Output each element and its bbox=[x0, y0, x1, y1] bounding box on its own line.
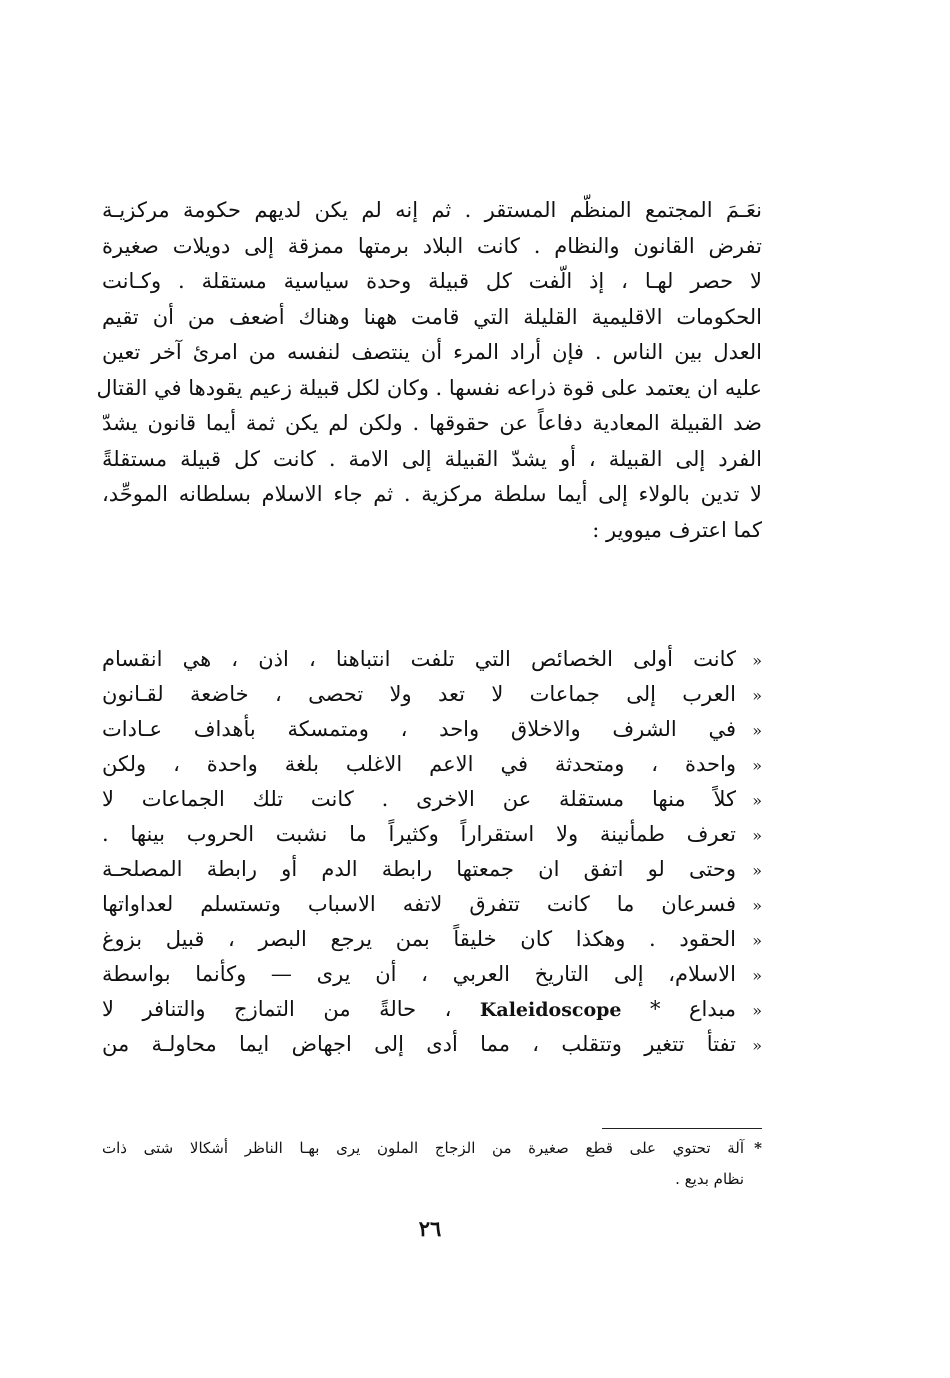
quote-mark: « bbox=[752, 1036, 762, 1055]
footnote-text: نظام بديع . bbox=[675, 1170, 744, 1188]
quote-mark: « bbox=[752, 931, 762, 950]
paragraph-line: تفرض القانون والنظام . كانت البلاد برمتها ممزقة إلى دويلات صغيرة bbox=[102, 233, 762, 258]
quote-text: وحتى لو اتفق ان جمعتها رابطة الدم أو رابطة المصلحـة bbox=[102, 857, 736, 881]
quote-text: في الشرف والاخلاق واحد ، ومتمسكة بأهداف عـادات bbox=[102, 717, 736, 741]
quote-line bbox=[102, 887, 762, 922]
quote-mark: « bbox=[752, 721, 762, 740]
quote-mark: « bbox=[752, 686, 762, 705]
paragraph-line: العدل بين الناس . فإن أراد المرء أن ينتصف لنفسه من امرئ آخر تعين bbox=[102, 340, 762, 364]
paragraph-line: نعَـمَ المجتمع المنظّم المستقر . ثم إنه لم يكن لديهم حكومة مركزيـة bbox=[102, 198, 762, 222]
main-paragraph bbox=[96, 193, 762, 548]
paragraph-line: عليه ان يعتمد على قوة ذراعه نفسها . وكان لكل قبيلة زعيم يقودها في القتال bbox=[96, 375, 762, 400]
quote-mark: « bbox=[752, 861, 762, 880]
quote-line bbox=[102, 782, 762, 817]
quote-mark: « bbox=[752, 791, 762, 810]
paragraph-line: لا حصر لهـا ، إذ الّفت كل قبيلة وحدة سياسية مستقلة . وكـانت bbox=[102, 269, 762, 293]
footnote bbox=[102, 1133, 762, 1195]
quote-line bbox=[102, 677, 762, 712]
quote-mark: « bbox=[752, 826, 762, 845]
quote-text: كلاً منها مستقلة عن الاخرى . كانت تلك الجماعات لا bbox=[102, 787, 736, 811]
quote-line bbox=[102, 817, 762, 852]
quote-text: ، حالةً من التمازج والتنافر لا bbox=[102, 997, 452, 1021]
latin-term: Kaleidoscope bbox=[479, 999, 622, 1021]
block-quote bbox=[102, 642, 762, 1062]
quote-text: تفتأ تتغير وتتقلب ، مما أدى إلى اجهاض ايما محاولـة من bbox=[102, 1032, 736, 1056]
paragraph-line: الحكومات الاقليمية القليلة التي قامت ههنا وهناك أضعف من أن تقيم bbox=[102, 304, 762, 329]
quote-line bbox=[102, 712, 762, 747]
paragraph-line: لا تدين بالولاء إلى أيما سلطة مركزية . ثم جاء الاسلام بسلطانه الموحِّد، bbox=[102, 482, 762, 506]
quote-text: الحقود . وهكذا كان خليقاً بمن يرجع البصر ، قبيل بزوغ bbox=[102, 927, 736, 951]
quote-line bbox=[102, 852, 762, 887]
quote-line bbox=[102, 957, 762, 992]
quote-text: فسرعان ما كانت تتفرق لاتفه الاسباب وتستسلم لعداواتها bbox=[102, 892, 736, 916]
quote-line bbox=[102, 1027, 762, 1062]
quote-line bbox=[102, 747, 762, 782]
footnote-line bbox=[102, 1133, 762, 1164]
footnote-star: * bbox=[754, 1139, 762, 1157]
quote-mark: « bbox=[752, 896, 762, 915]
paragraph-line: ضد القبيلة المعادية دفاعاً عن حقوقها . ولكن لم يكن ثمة أيما قانون يشدّ bbox=[102, 411, 762, 435]
quote-text: كانت أولى الخصائص التي تلفت انتباهنا ، اذن ، هي انقسام bbox=[102, 647, 736, 671]
quote-text: تعرف طمأنينة ولا استقراراً وكثيراً ما نشبت الحروب بينها . bbox=[102, 822, 736, 846]
paragraph-line: كما اعترف ميووير : bbox=[592, 517, 762, 542]
footnote-divider bbox=[602, 1128, 762, 1129]
quote-mark: « bbox=[752, 966, 762, 985]
quote-text: العرب إلى جماعات لا تعد ولا تحصى ، خاضعة لقـانون bbox=[102, 682, 736, 706]
quote-line bbox=[102, 642, 762, 677]
quote-mark: « bbox=[752, 756, 762, 775]
footnote-text: آلة تحتوي على قطع صغيرة من الزجاج الملون يرى بهـا الناظر أشكالا شتى ذات bbox=[102, 1139, 744, 1157]
paragraph-line: الفرد إلى القبيلة ، أو يشدّ القبيلة إلى الامة . كانت كل قبيلة مستقلةً bbox=[102, 446, 762, 471]
footnote-line bbox=[102, 1164, 762, 1195]
quote-mark: « bbox=[752, 651, 762, 670]
quote-line-with-latin bbox=[102, 992, 762, 1027]
page-number: ٢٦ bbox=[418, 1216, 442, 1241]
quote-text: مبداع * bbox=[650, 997, 736, 1021]
quote-line bbox=[102, 922, 762, 957]
quote-mark: « bbox=[752, 1001, 762, 1020]
quote-text: واحدة ، ومتحدثة في الاعم الاغلب بلغة واحدة ، ولكن bbox=[102, 752, 736, 776]
quote-text: الاسلام، إلى التاريخ العربي ، أن يرى — وكأنما بواسطة bbox=[102, 962, 736, 986]
